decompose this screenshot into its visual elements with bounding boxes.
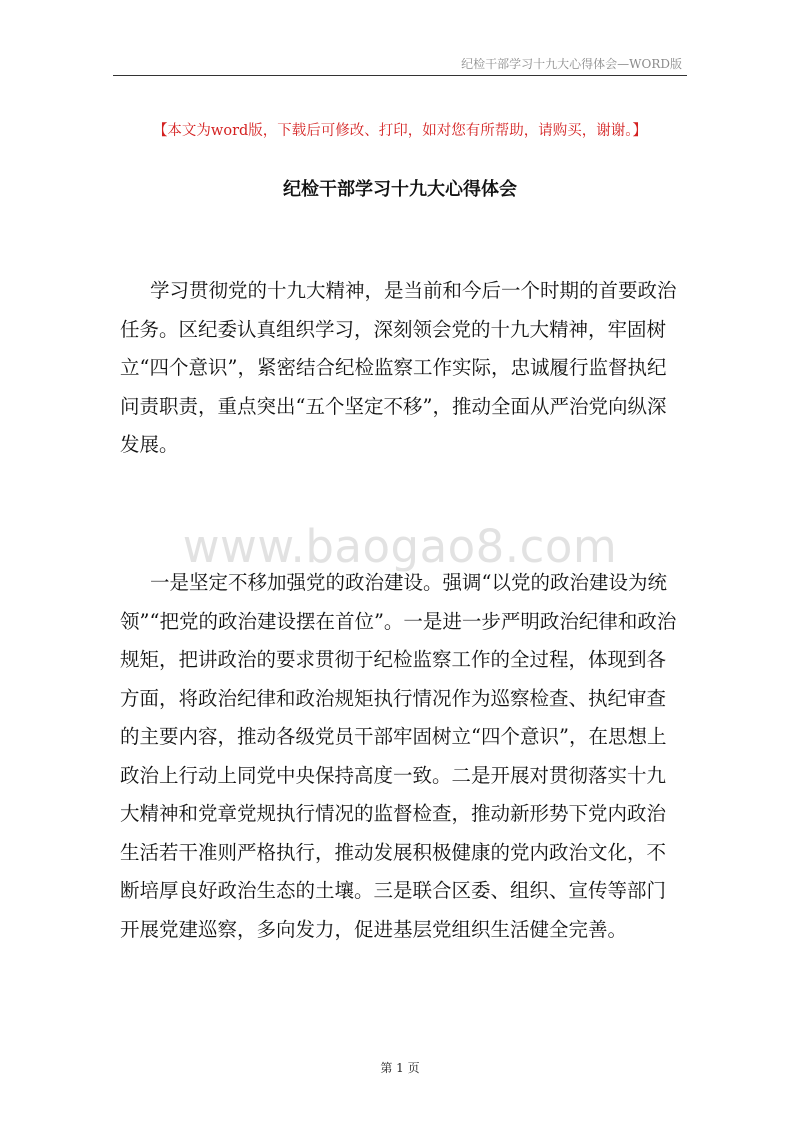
header-divider xyxy=(113,75,687,76)
watermark-url: www.baogao8.com xyxy=(182,520,618,573)
purchase-notice: 【本文为word版，下载后可修改、打印，如对您有所帮助，请购买，谢谢。】 xyxy=(152,123,648,139)
page-number: 第 1 页 xyxy=(380,1061,420,1075)
document-title: 纪检干部学习十九大心得体会 xyxy=(283,179,517,200)
body-paragraph-intro: 学习贯彻党的十九大精神，是当前和今后一个时期的首要政治任务。区纪委认真组织学习，深刻领会党的十九大精神，牢固树立“四个意识”，紧密结合纪检监察工作实际，忠诚履行监督执纪问责职责，重点突出“五个坚定不移”，推动全面从严治党向纵深发展。 xyxy=(120,279,677,456)
body-paragraph-political-construction: 一是坚定不移加强党的政治建设。强调“以党的政治建设为统领”“把党的政治建设摆在首位”。一是进一步严明政治纪律和政治规矩，把讲政治的要求贯彻于纪检监察工作的全过程，体现到各方面，将政治纪律和政治规矩执行情况作为巡察检查、执纪审查的主要内容，推动各级党员干部牢固树立“四个意识”，在思想上政治上行动上同党中央保持高度一致。二是开展对贯彻落实十九大精神和党章党规执行情况的监督检查，推动新形势下党内政治生活若干准则严格执行，推动发展积极健康的党内政治文化，不断培厚良好政治生态的土壤。三是联合区委、组织、宣传等部门开展党建巡察，多向发力，促进基层党组织生活健全完善。 xyxy=(120,571,677,941)
running-header: 纪检干部学习十九大心得体会—WORD版 xyxy=(461,57,682,71)
